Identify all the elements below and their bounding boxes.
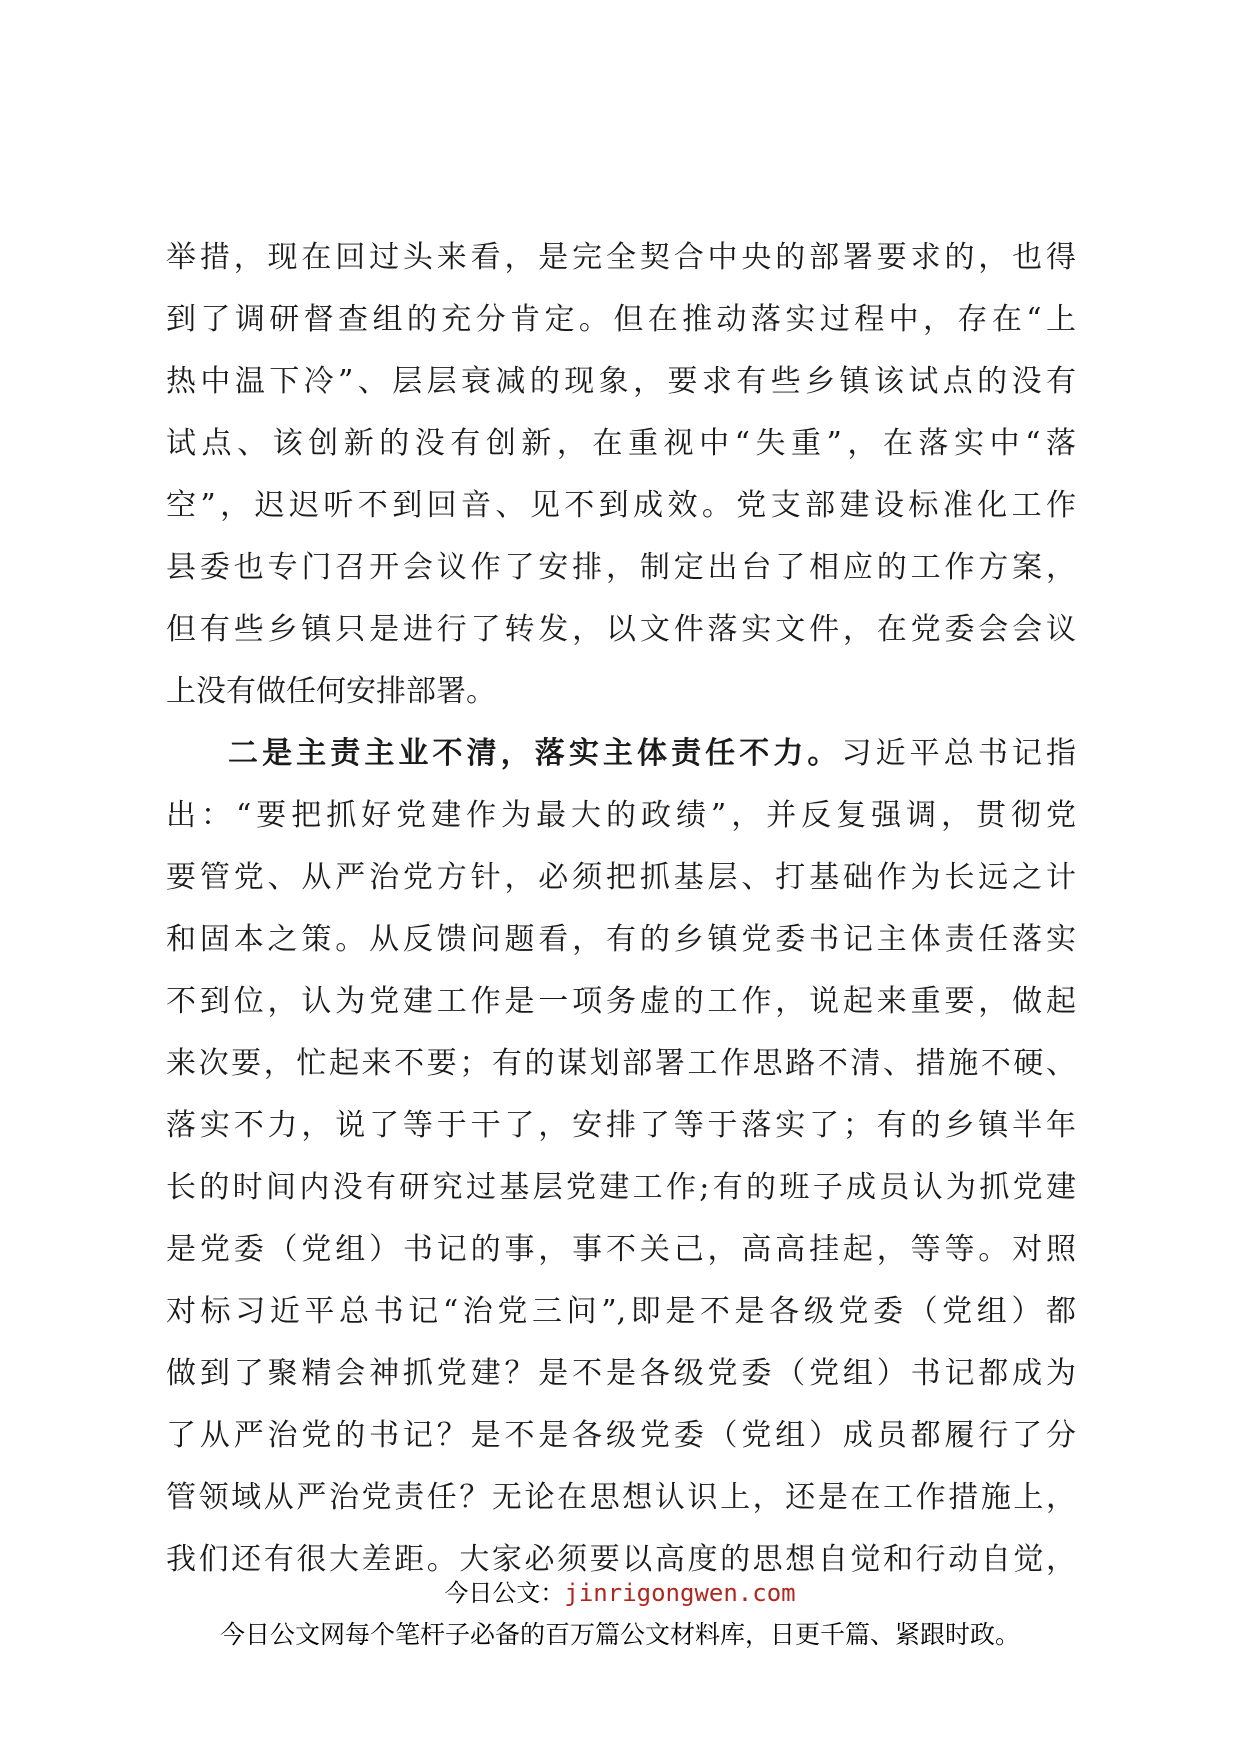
paragraph-1-line-2: 到了调研督查组的充分肯定。但在推动落实过程中，存在“上 xyxy=(166,302,1076,337)
paragraph-2-line-8: 长的时间内没有研究过基层党建工作;有的班子成员认为抓党建 xyxy=(166,1170,1076,1205)
footer-site-label: 今日公文： xyxy=(444,1579,565,1607)
paragraph-2-first-line-text: 习近平总书记指 xyxy=(841,736,1076,771)
paragraph-2-line-9: 是党委（党组）书记的事，事不关己，高高挂起，等等。对照 xyxy=(166,1232,1076,1267)
paragraph-1-line-5: 空”，迟迟听不到回音、见不到成效。党支部建设标准化工作 xyxy=(166,488,1076,523)
paragraph-2-first-line xyxy=(166,723,1076,785)
paragraph-1-line-4: 试点、该创新的没有创新，在重视中“失重”，在落实中“落 xyxy=(166,426,1076,461)
paragraph-2-heading: 二是主责主业不清，落实主体责任不力。 xyxy=(228,736,842,771)
paragraph-1-line-7: 但有些乡镇只是进行了转发，以文件落实文件，在党委会会议 xyxy=(166,612,1076,647)
paragraph-2-line-7: 落实不力，说了等于干了，安排了等于落实了；有的乡镇半年 xyxy=(166,1108,1076,1143)
paragraph-2-line-2: 出：“要把抓好党建作为最大的政绩”，并反复强调，贯彻党 xyxy=(166,798,1076,833)
paragraph-2-line-13: 管领域从严治党责任？无论在思想认识上，还是在工作措施上， xyxy=(166,1480,1076,1515)
paragraph-2-line-10: 对标习近平总书记“治党三问”,即是不是各级党委（党组）都 xyxy=(166,1294,1076,1329)
footer-site xyxy=(0,1573,1240,1608)
document-body xyxy=(166,227,1076,1591)
paragraph-2-line-11: 做到了聚精会神抓党建？是不是各级党委（党组）书记都成为 xyxy=(166,1356,1076,1391)
paragraph-1-line-8: 上没有做任何安排部署。 xyxy=(166,674,496,709)
paragraph-2-line-4: 和固本之策。从反馈问题看，有的乡镇党委书记主体责任落实 xyxy=(166,922,1076,957)
paragraph-1-line-6: 县委也专门召开会议作了安排，制定出台了相应的工作方案， xyxy=(166,550,1076,585)
paragraph-2-line-5: 不到位，认为党建工作是一项务虚的工作，说起来重要，做起 xyxy=(166,984,1076,1019)
footer-site-link[interactable]: jinrigongwen.com xyxy=(564,1579,796,1607)
paragraph-2-line-6: 来次要，忙起来不要；有的谋划部署工作思路不清、措施不硬、 xyxy=(166,1046,1076,1081)
paragraph-1-line-3: 热中温下冷”、层层衰减的现象，要求有些乡镇该试点的没有 xyxy=(166,364,1076,399)
paragraph-2-line-14: 我们还有很大差距。大家必须要以高度的思想自觉和行动自觉， xyxy=(166,1542,1076,1577)
footer-slogan: 今日公文网每个笔杆子必备的百万篇公文材料库，日更千篇、紧跟时政。 xyxy=(219,1620,1020,1649)
paragraph-2-line-3: 要管党、从严治党方针，必须把抓基层、打基础作为长远之计 xyxy=(166,860,1076,895)
paragraph-2-line-12: 了从严治党的书记？是不是各级党委（党组）成员都履行了分 xyxy=(166,1418,1076,1453)
paragraph-1-line-1: 举措，现在回过头来看，是完全契合中央的部署要求的，也得 xyxy=(166,240,1076,275)
